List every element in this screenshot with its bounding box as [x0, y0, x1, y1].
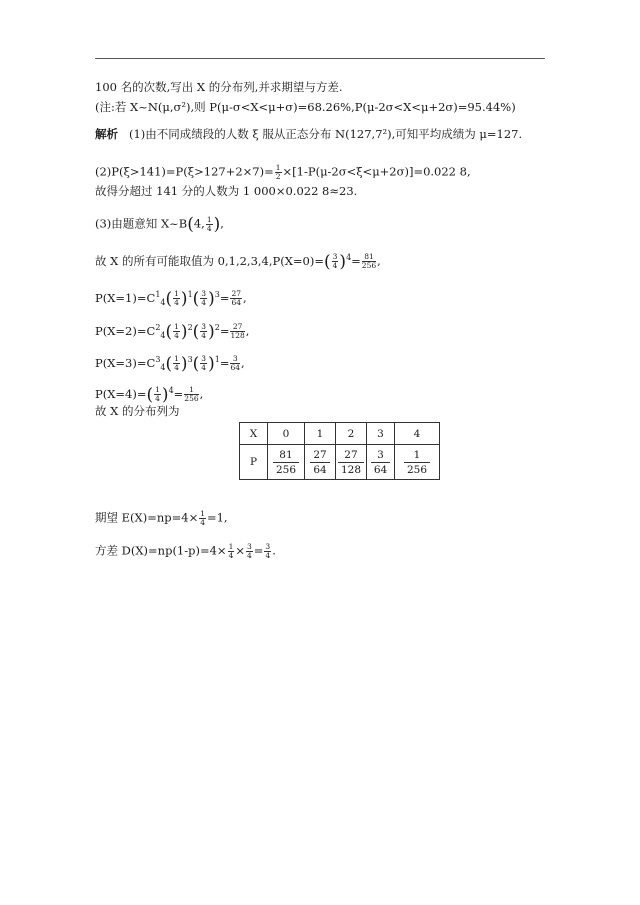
table-cell-prob: $\frac{27}{64}$	[305, 445, 336, 480]
p-x4-line: P(X=4)=( $\frac{1}{4}$ )$^4$= $\frac{1}{256}$ ,	[95, 384, 204, 405]
table-cell-prob: $\frac{27}{128}$	[336, 445, 367, 480]
table-row-x: X 0 1 2 3 4	[240, 423, 440, 445]
p-x3-line: $P(X=3)=C^3_4$( $\frac{1}{4}$ )$^3$( $\frac{3}{4}$ )$^1$= $\frac{3}{64}$ ,	[95, 353, 245, 374]
table-cell-prob: $\frac{1}{256}$	[395, 445, 440, 480]
intro-line-2: (注:若 X~N(μ,σ²),则 P(μ-σ<X<μ+σ)=68.26%,P(μ-2σ<X<μ+2σ)=95.44%)	[95, 100, 516, 114]
possible-values-text: 故 X 的所有可能取值为 0,1,2,3,4,P(X=0)=	[95, 253, 324, 268]
fraction-half: $\frac{1}{2}$	[275, 163, 281, 181]
intro-line-1: 100 名的次数,写出 X 的分布列,并求期望与方差.	[95, 80, 343, 94]
expectation-line: 期望 E(X)=np=4× $\frac{1}{4}$ =1,	[95, 509, 228, 527]
p-x2-line: $P(X=2)=C^2_4$( $\frac{1}{4}$ )$^2$( $\frac{3}{4}$ )$^2$= $\frac{27}{128}$ ,	[95, 321, 250, 342]
part-3-text: (3)由题意知 X~B	[95, 216, 188, 231]
part-2-text-b: ×[1-P(μ-2σ<ξ<μ+2σ)]=0.022 8,	[282, 164, 471, 179]
p-x1-line: $P(X=1)=C^1_4$( $\frac{1}{4}$ )$^1$( $\frac{3}{4}$ )$^3$= $\frac{27}{64}$ ,	[95, 288, 247, 309]
p-x0-value: $\frac{81}{256}$	[361, 252, 377, 271]
part-2-text-a: (2)P(ξ>141)=P(ξ>127+2×7)=	[95, 164, 274, 179]
solution-part-1	[95, 127, 522, 141]
table-cell-prob: $\frac{81}{256}$	[268, 445, 305, 480]
possible-values-line: 故 X 的所有可能取值为 0,1,2,3,4,P(X=0)=( $\frac{3}{4}$ )$^4$= $\frac{81}{256}$ ,	[95, 251, 381, 272]
variance-line: 方差 D(X)=np(1-p)=4× $\frac{1}{4}$ × $\frac{3}{4}$ = $\frac{3}{4}$ .	[95, 542, 276, 560]
header-rule	[95, 58, 545, 59]
part-2-conclusion: 故得分超过 141 分的人数为 1 000×0.022 8≈23.	[95, 184, 358, 198]
table-row-p: P $\frac{81}{256}$ $\frac{27}{64}$ $\frac{27}{128}$ $\frac{3}{64}$ $\frac{1}{256}$	[240, 445, 440, 480]
solution-part-2	[95, 164, 471, 181]
table-cell-prob: $\frac{3}{64}$	[367, 445, 395, 480]
part-1-text: (1)由不同成绩段的人数 ξ 服从正态分布 N(127,7²),可知平均成绩为 μ=127.	[128, 127, 523, 141]
jiexi-label: 解析	[95, 127, 118, 141]
distribution-table	[239, 422, 440, 480]
distribution-label: 故 X 的分布列为	[95, 404, 180, 418]
solution-part-3: (3)由题意知 X~B(4, $\frac{1}{4}$ ),	[95, 214, 224, 235]
fraction-quarter: $\frac{1}{4}$	[206, 215, 212, 233]
